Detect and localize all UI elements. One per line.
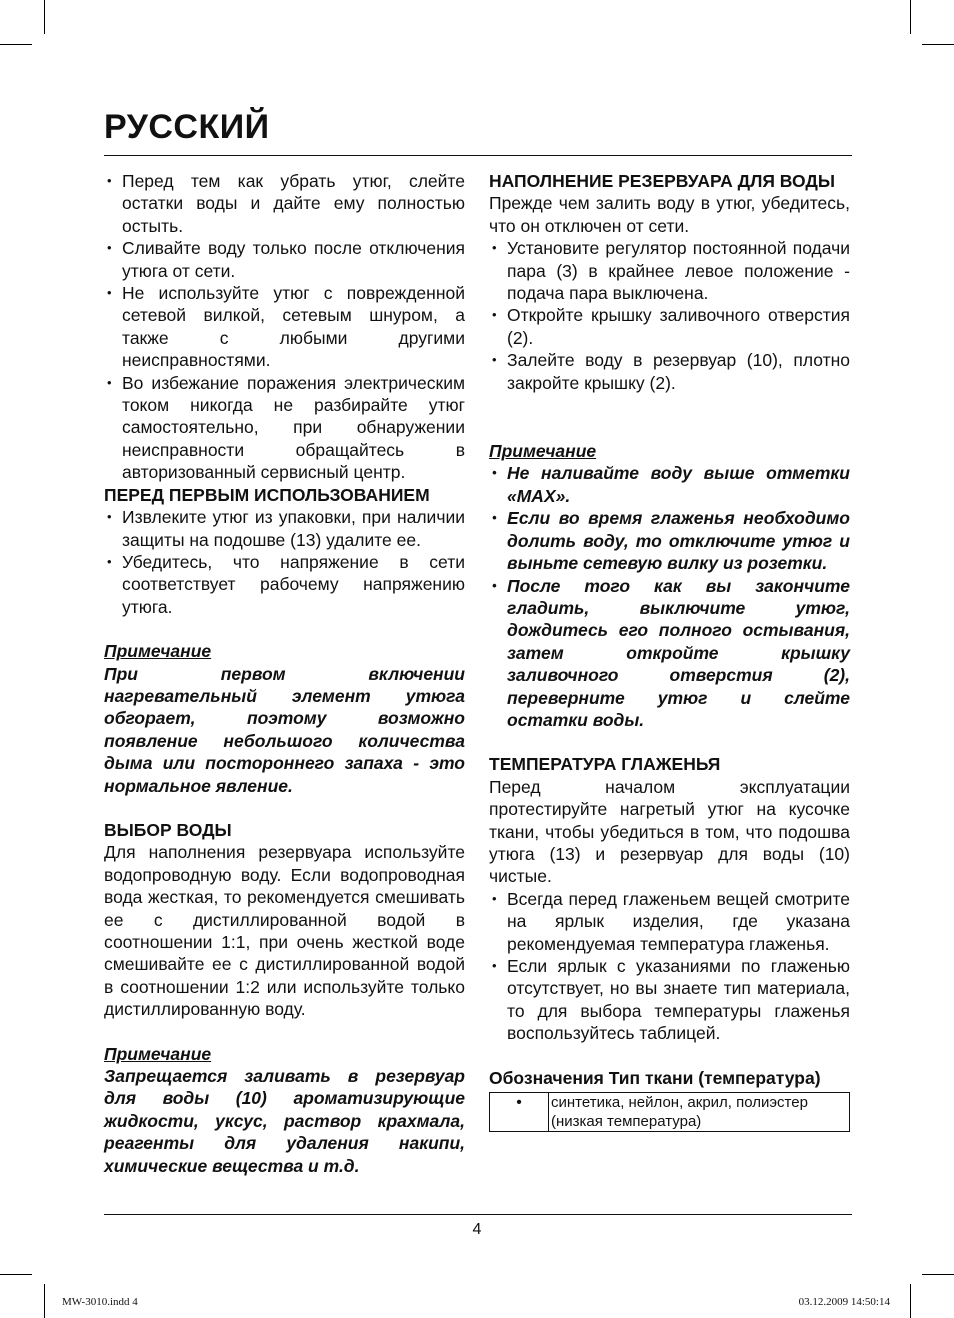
crop-mark xyxy=(910,1284,911,1318)
crop-mark xyxy=(922,44,954,45)
crop-mark xyxy=(0,44,32,45)
list-item: • Сливайте воду только после отключения утюга от сети. xyxy=(104,237,465,282)
list-item: • После того как вы закончите гладить, выключите утюг, дождитесь его полного остывания, затем откройте крышку заливочного отверстия (2), переверните утюг и слейте остатки воды. xyxy=(489,575,850,732)
note-text: При первом включении нагревательный элемент утюга обгорает, поэтому возможно появление небольшого количества дыма или постороннего запаха - это нормальное явление. xyxy=(104,663,465,796)
water-paragraph: Для наполнения резервуара используйте водопроводную воду. Если водопроводная вода жесткая, то рекомендуется смешивать ее с дистиллированной водой в соотношении 1:1, при очень жесткой воде смешивайте ее с дистиллированной водой в соотношении 1:2 или используйте только дистиллированную воду. xyxy=(104,842,465,1020)
note-label: Примечание xyxy=(104,1043,212,1064)
list-item: • Всегда перед глаженьем вещей смотрите на ярлык изделия, где указана рекомендуемая температура глаженья. xyxy=(489,888,850,955)
print-timestamp: 03.12.2009 14:50:14 xyxy=(798,1296,890,1308)
list-item: • Во избежание поражения электрическим током никогда не разбирайте утюг самостоятельно, при обнаружении неисправности обращайтесь в авторизованный сервисный центр. xyxy=(104,372,465,484)
fill-heading: НАПОЛНЕНИЕ РЕЗЕРВУАРА ДЛЯ ВОДЫ xyxy=(489,171,835,191)
footer-rule xyxy=(104,1214,852,1215)
list-item: • Если во время глаженья необходимо долить воду, то отключите утюг и выньте сетевую вилку из розетки. xyxy=(489,507,850,574)
note-text: Запрещается заливать в резервуар для воды (10) ароматизирующие жидкости, уксус, раствор крахмала, реагенты для удаления накипи, химические вещества и т.д. xyxy=(104,1066,465,1176)
list-item: • Извлеките утюг из упаковки, при наличии защиты на подошве (13) удалите ее. xyxy=(104,506,465,551)
crop-mark xyxy=(922,1274,954,1275)
crop-mark xyxy=(0,1274,32,1275)
list-item: • Убедитесь, что напряжение в сети соответствует рабочему напряжению утюга. xyxy=(104,551,465,618)
first-use-heading: ПЕРЕД ПЕРВЫМ ИСПОЛЬЗОВАНИЕМ xyxy=(104,484,430,505)
list-item: • Не наливайте воду выше отметки «MAX». xyxy=(489,462,850,507)
note-label: Примечание xyxy=(104,641,212,662)
crop-mark xyxy=(44,0,45,34)
temperature-heading: ТЕМПЕРАТУРА ГЛАЖЕНЬЯ xyxy=(489,754,721,775)
page-title: РУССКИЙ xyxy=(104,108,270,146)
list-item: • Не используйте утюг с поврежденной сетевой вилкой, сетевым шнуром, а также с любыми другими неисправностями. xyxy=(104,282,465,372)
fill-paragraph: Прежде чем залить воду в утюг, убедитесь, что он отключен от сети. xyxy=(489,193,850,236)
fill-bullet-list xyxy=(489,237,850,394)
table-heading: Обозначения Тип ткани (температура) xyxy=(489,1067,821,1088)
page-number: 4 xyxy=(472,1221,482,1238)
table-row xyxy=(490,1093,850,1132)
list-item: • Если ярлык с указаниями по глаженью отсутствует, но вы знаете тип материала, то для выбора температуры глаженья воспользуйтесь таблицей. xyxy=(489,955,850,1045)
temperature-paragraph: Перед началом эксплуатации протестируйте нагретый утюг на кусочке ткани, чтобы убедиться в том, что подошва утюга (13) и резервуар для воды (10) чистые. xyxy=(489,776,850,887)
right-column xyxy=(489,170,850,1132)
file-label: MW-3010.indd 4 xyxy=(62,1296,138,1308)
list-item: • Установите регулятор постоянной подачи пара (3) в крайнее левое положение - подача пара выключена. xyxy=(489,237,850,304)
list-item: • Перед тем как убрать утюг, слейте остатки воды и дайте ему полностью остыть. xyxy=(104,170,465,237)
water-heading: ВЫБОР ВОДЫ xyxy=(104,819,232,840)
first-use-bullet-list xyxy=(104,506,465,618)
temperature-bullet-list xyxy=(489,888,850,1045)
ironing-symbol: • xyxy=(490,1093,549,1132)
intro-bullet-list xyxy=(104,170,465,484)
list-item: • Откройте крышку заливочного отверстия (2). xyxy=(489,304,850,349)
note-bullet-list xyxy=(489,462,850,731)
crop-mark xyxy=(44,1284,45,1318)
fabric-table xyxy=(489,1092,850,1132)
crop-mark xyxy=(910,0,911,34)
note-label: Примечание xyxy=(489,441,597,462)
fabric-type: синтетика, нейлон, акрил, полиэстер (низкая температура) xyxy=(549,1093,850,1132)
header-rule xyxy=(104,155,852,156)
left-column xyxy=(104,170,465,1177)
list-item: • Залейте воду в резервуар (10), плотно закройте крышку (2). xyxy=(489,349,850,394)
